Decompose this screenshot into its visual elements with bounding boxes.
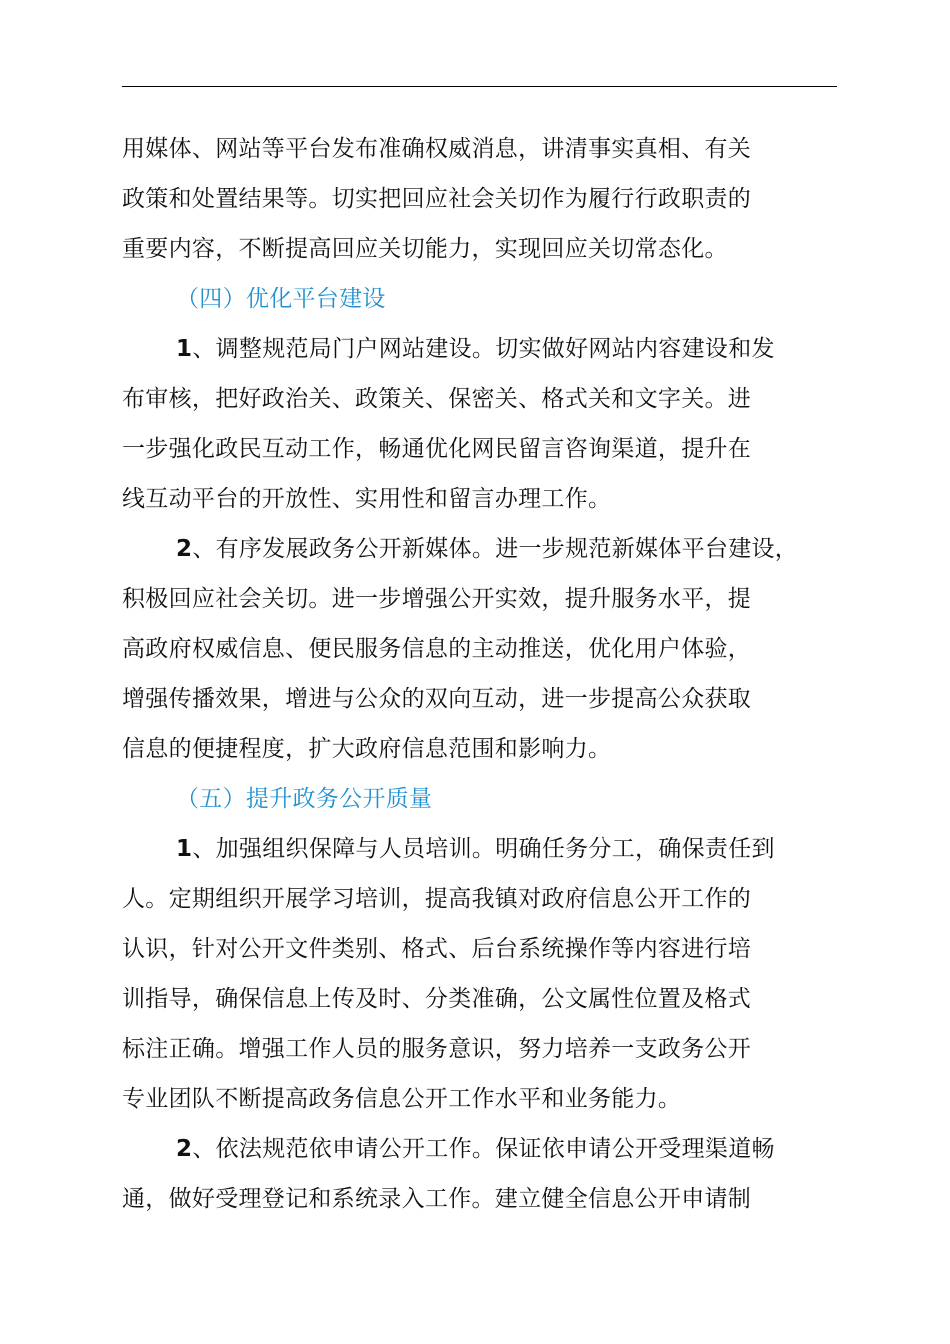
body-line: 用媒体、网站等平台发布准确权威消息，讲清事实真相、有关: [122, 136, 752, 162]
section-heading-4: （四）优化平台建设: [176, 286, 386, 312]
item-1-start-line: [122, 824, 842, 874]
item-2-start-line: [122, 1124, 842, 1174]
body-line: 重要内容，不断提高回应关切能力，实现回应关切常态化。: [122, 236, 728, 262]
body-line: 一步强化政民互动工作，畅通优化网民留言咨询渠道，提升在: [122, 436, 752, 462]
item-2-start-line: [122, 524, 842, 574]
item-number: 1: [176, 836, 193, 862]
item-text: 、依法规范依申请公开工作。保证依申请公开受理渠道畅: [192, 1136, 775, 1162]
body-line: 增强传播效果，增进与公众的双向互动，进一步提高公众获取: [122, 686, 752, 712]
body-line: 高政府权威信息、便民服务信息的主动推送，优化用户体验，: [122, 636, 752, 662]
document-body: [122, 124, 842, 1224]
body-line: 积极回应社会关切。进一步增强公开实效，提升服务水平，提: [122, 586, 752, 612]
body-line: 专业团队不断提高政务信息公开工作水平和业务能力。: [122, 1086, 682, 1112]
body-line: 布审核，把好政治关、政策关、保密关、格式关和文字关。进: [122, 386, 752, 412]
section-heading-5: （五）提升政务公开质量: [176, 786, 433, 812]
item-number: 2: [176, 536, 193, 562]
body-line: 信息的便捷程度，扩大政府信息范围和影响力。: [122, 736, 612, 762]
item-1-start-line: [122, 324, 842, 374]
body-line: 人。定期组织开展学习培训，提高我镇对政府信息公开工作的: [122, 886, 752, 912]
item-text: 、加强组织保障与人员培训。明确任务分工，确保责任到: [192, 836, 775, 862]
body-line: 认识，针对公开文件类别、格式、后台系统操作等内容进行培: [122, 936, 752, 962]
item-number: 1: [176, 336, 193, 362]
item-text: 、有序发展政务公开新媒体。进一步规范新媒体平台建设，: [192, 536, 799, 562]
body-line: 政策和处置结果等。切实把回应社会关切作为履行行政职责的: [122, 186, 752, 212]
body-line: 线互动平台的开放性、实用性和留言办理工作。: [122, 486, 612, 512]
header-rule: [122, 86, 837, 87]
body-line: 训指导，确保信息上传及时、分类准确，公文属性位置及格式: [122, 986, 752, 1012]
item-text: 、调整规范局门户网站建设。切实做好网站内容建设和发: [192, 336, 775, 362]
body-line: 通，做好受理登记和系统录入工作。建立健全信息公开申请制: [122, 1186, 752, 1212]
body-line: 标注正确。增强工作人员的服务意识，努力培养一支政务公开: [122, 1036, 752, 1062]
item-number: 2: [176, 1136, 193, 1162]
